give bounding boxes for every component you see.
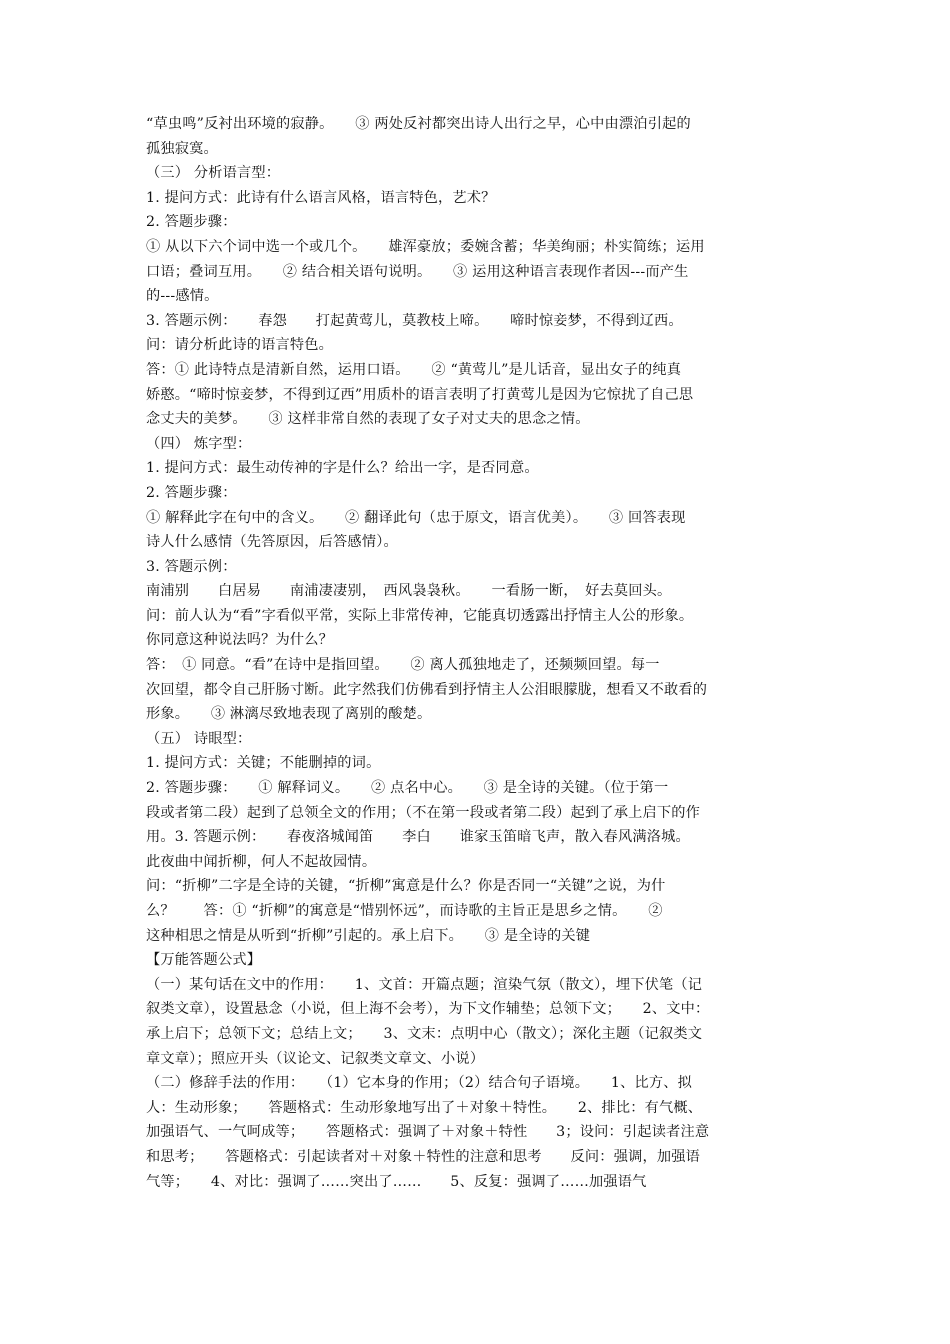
text-line: （一）某句话在文中的作用： 1、文首：开篇点题；渲染气氛（散文），埋下伏笔（记 (146, 976, 703, 993)
document-page (146, 112, 808, 1194)
text-line: ① 解释此字在句中的含义。 ② 翻译此句（忠于原文，语言优美）。 ③ 回答表现 (146, 509, 686, 526)
text-line: 娇憨。“啼时惊妾梦，不得到辽西”用质朴的语言表明了打黄莺儿是因为它惊扰了自己思 (146, 386, 694, 403)
text-line: 用。3. 答题示例： 春夜洛城闻笛 李白 谁家玉笛暗飞声，散入春风满洛城。 (146, 829, 690, 846)
text-line: 1. 提问方式：关键；不能删掉的词。 (146, 755, 381, 772)
text-line: 念丈夫的美梦。 ③ 这样非常自然的表现了女子对丈夫的思念之情。 (146, 411, 590, 428)
section-heading: （四） 炼字型： (146, 435, 252, 452)
text-line: 口语；叠词互用。 ② 结合相关语句说明。 ③ 运用这种语言表现作者因---而产生 (146, 263, 689, 280)
text-line: 问：前人认为“看”字看似平常，实际上非常传神，它能真切透露出抒情主人公的形象。 (146, 607, 694, 624)
text-line: 此夜曲中闻折柳，何人不起故园情。 (146, 853, 377, 870)
text-line: 2. 答题步骤： ① 解释词义。 ② 点名中心。 ③ 是全诗的关键。（位于第一 (146, 780, 669, 797)
text-line: 这种相思之情是从听到“折柳”引起的。承上启下。 ③ 是全诗的关键 (146, 927, 591, 944)
text-line: 2. 答题步骤： (146, 214, 237, 231)
section-heading: （五） 诗眼型： (146, 730, 252, 747)
text-line: 诗人什么感情（先答原因，后答感情）。 (146, 534, 398, 551)
text-line: 3. 答题示例： 春怨 打起黄莺儿，莫教枝上啼。 啼时惊妾梦，不得到辽西。 (146, 312, 683, 329)
text-line: 的---感情。 (146, 288, 219, 305)
text-line: 南浦别 白居易 南浦凄凄别， 西风袅袅秋。 一看肠一断， 好去莫回头。 (146, 583, 672, 600)
text-line: 答：① 此诗特点是清新自然，运用口语。 ② “黄莺儿”是儿话音，显出女子的纯真 (146, 361, 682, 378)
text-line: 次回望，都令自己肝肠寸断。此字然我们仿佛看到抒情主人公泪眼朦胧，想看又不敢看的 (146, 681, 708, 698)
text-line: 你同意这种说法吗？为什么？ (146, 632, 334, 649)
text-line: 1. 提问方式：最生动传神的字是什么？给出一字，是否同意。 (146, 460, 539, 477)
text-line: 加强语气、一气呵成等； 答题格式：强调了＋对象＋特性 3；设问：引起读者注意 (146, 1124, 710, 1141)
text-line: （二）修辞手法的作用： （1）它本身的作用；（2）结合句子语境。 1、比方、拟 (146, 1075, 693, 1092)
text-line: “草虫鸣”反衬出环境的寂静。 ③ 两处反衬都突出诗人出行之早，心中由漂泊引起的 (146, 116, 691, 132)
section-heading: 【万能答题公式】 (146, 952, 262, 969)
text-line: 问：“折柳”二字是全诗的关键，“折柳”寓意是什么？你是否同一“关键”之说，为什 (146, 878, 666, 895)
text-line: 2. 答题步骤： (146, 484, 237, 501)
text-line: 3. 答题示例： (146, 558, 237, 575)
text-line: 孤独寂寞。 (146, 140, 218, 157)
text-line: 形象。 ③ 淋漓尽致地表现了离别的酸楚。 (146, 706, 432, 723)
section-heading: （三） 分析语言型： (146, 165, 281, 182)
text-line: 问：请分析此诗的语言特色。 (146, 337, 334, 354)
text-line: ① 从以下六个词中选一个或几个。 雄浑豪放；委婉含蓄；华美绚丽；朴实简练；运用 (146, 238, 705, 255)
text-line: 么？ 答：① “折柳”的寓意是“惜别怀远”，而诗歌的主旨正是思乡之情。 ② (146, 903, 663, 919)
text-line: 1. 提问方式：此诗有什么语言风格，语言特色，艺术？ (146, 189, 496, 206)
text-line: 人：生动形象； 答题格式：生动形象地写出了＋对象＋特性。 2、排比：有气概、 (146, 1099, 703, 1116)
text-line: 承上启下；总领下文；总结上文； 3、文末：点明中心（散文）；深化主题（记叙类文 (146, 1025, 703, 1042)
text-line: 气等； 4、对比：强调了……突出了…… 5、反复：强调了……加强语气 (146, 1173, 647, 1190)
text-line: 章文章）；照应开头（议论文、记叙类文章文、小说） (146, 1050, 485, 1067)
text-line: 叙类文章），设置悬念（小说，但上海不会考），为下文作辅垫；总领下文； 2、文中： (146, 1001, 710, 1018)
text-line: 段或者第二段）起到了总领全文的作用；（不在第一段或者第二段）起到了承上启下的作 (146, 804, 701, 821)
text-line: 和思考； 答题格式：引起读者对＋对象＋特性的注意和思考 反问：强调，加强语 (146, 1148, 701, 1165)
text-line: 答： ① 同意。“看”在诗中是指回望。 ② 离人孤独地走了，还频频回望。每一 (146, 657, 660, 674)
